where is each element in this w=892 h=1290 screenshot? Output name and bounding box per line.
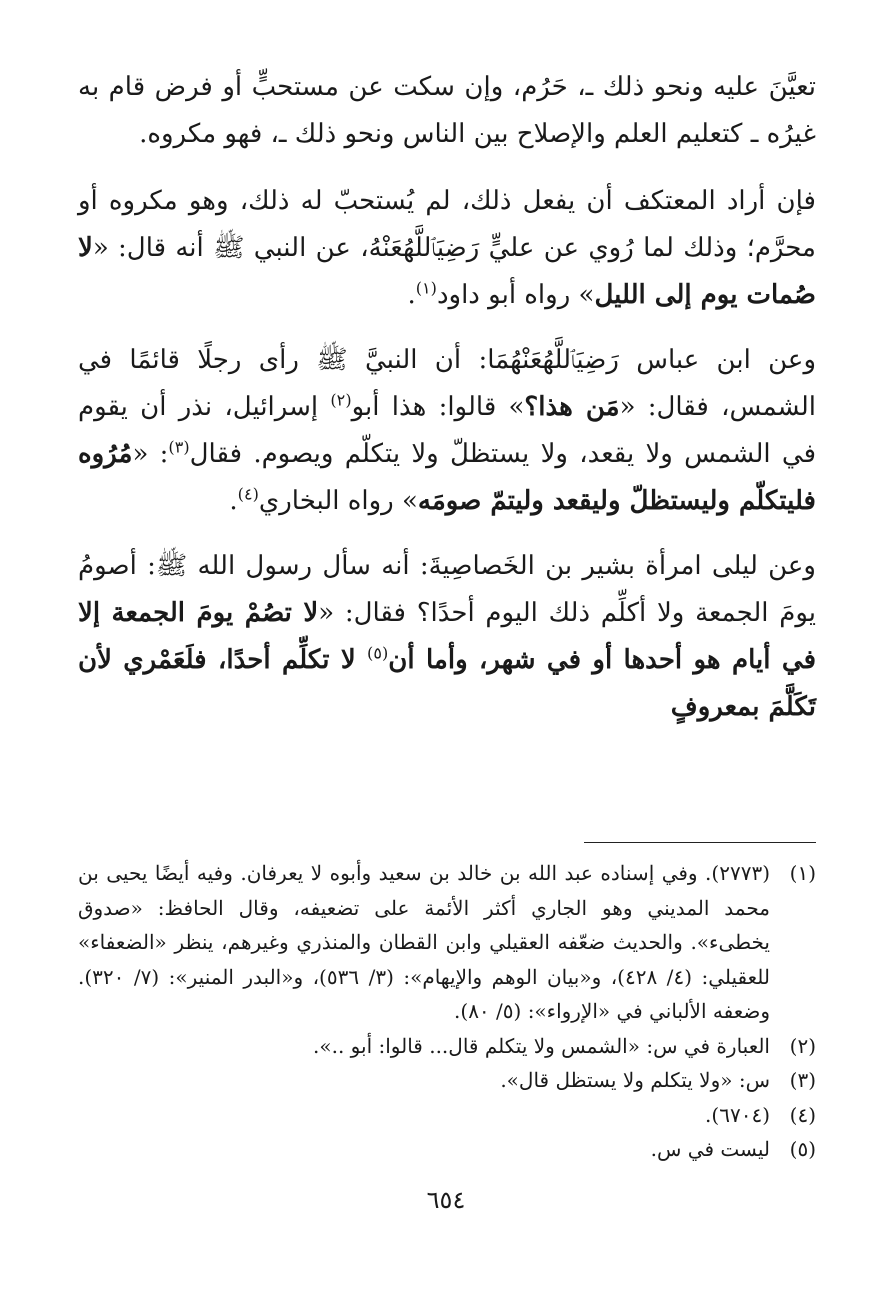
footnote-text: (٢٧٧٣). وفي إسناده عبد الله بن خالد بن سعيد وأبوه لا يعرفان. وفيه أيضًا يحيى بن محمد المديني وهو الجاري أكثر الأئمة على تضعيفه، وقال الحافظ: «صدوق يخطىء». والحديث ضعّفه العقيلي وابن القطان والمنذري وغيرهم، ينظر «الضعفاء» للعقيلي: (٤/ ٤٢٨)، و«بيان الوهم والإيهام»: (٣/ ٥٣٦)، و«البدر المنير»: (٧/ ٣٢٠). وضعفه الألباني في «الإرواء»: (٥/ ٨٠). xyxy=(78,861,771,1023)
footnote-ref-4[interactable]: (٤) xyxy=(237,484,259,504)
footnote-number: (١) xyxy=(789,861,816,885)
footnote-ref-2[interactable]: (٢) xyxy=(330,390,352,410)
footnote-text: ليست في س. xyxy=(650,1137,770,1161)
footnote-number: (٥) xyxy=(789,1137,816,1161)
page-number: ٦٥٤ xyxy=(426,1186,466,1214)
footnotes-section xyxy=(78,856,816,1167)
paragraph-1 xyxy=(78,64,816,158)
footnote-text: (٦٧٠٤). xyxy=(705,1102,770,1127)
paragraph-3-text-5: » رواه البخاري xyxy=(258,486,418,516)
hadith-text-bold: مُرُوه فليتكلّم وليستظلّ وليقعد وليتمّ صومَه xyxy=(78,439,816,516)
paragraph-4 xyxy=(78,543,816,731)
footnote-number: (٤) xyxy=(789,1102,816,1127)
paragraph-4-text-1: وعن ليلى امرأة بشير بن الخَصاصِيةَ: أنه سأل رسول الله ﷺ: أصومُ يومَ الجمعة ولا أكلِّم ذلك اليوم أحدًا؟ فقال: « xyxy=(78,551,816,628)
footnote-2 xyxy=(78,1029,816,1064)
page-body xyxy=(78,64,817,1161)
footnote-ref-3[interactable]: (٣) xyxy=(168,437,190,457)
paragraph-2-text-2: » رواه أبو داود xyxy=(436,280,595,310)
footnote-5 xyxy=(78,1132,816,1167)
paragraph-2 xyxy=(78,178,816,319)
footnote-1 xyxy=(78,856,816,1029)
footnote-text: العبارة في س: «الشمس ولا يتكلم قال... قالوا: أبو ..». xyxy=(313,1033,770,1058)
paragraph-3 xyxy=(78,337,816,525)
footnote-4 xyxy=(78,1098,816,1133)
paragraph-3-text-3: إسرائيل، نذر أن يقوم في الشمس ولا يقعد، ولا يستظلّ ولا يتكلّم ويصوم. فقال xyxy=(78,392,817,469)
paragraph-3-text-1: وعن ابن عباس رَضِيَٱللَّهُعَنْهُمَا: أن النبيَّ ﷺ رأى رجلًا قائمًا في الشمس، فقال: « xyxy=(78,345,817,422)
hadith-text-bold: لا تصُمْ يومَ الجمعة إلا في أيام هو أحدها أو في شهر، وأما أن xyxy=(78,598,816,675)
footnote-3 xyxy=(78,1063,816,1098)
footnote-ref-5[interactable]: (٥) xyxy=(367,643,389,663)
footnote-separator xyxy=(584,842,816,843)
hadith-text-bold: لا تكلِّم أحدًا، فلَعَمْري لأن تَكَلَّمَ بمعروفٍ xyxy=(78,645,816,722)
hadith-text-bold: لا صُمات يوم إلى الليل xyxy=(78,233,816,310)
paragraph-3-text-6: . xyxy=(229,486,238,516)
footnote-number: (٢) xyxy=(789,1033,816,1058)
footnote-ref-1[interactable]: (١) xyxy=(415,278,437,298)
footnote-text: س: «ولا يتكلم ولا يستظل قال». xyxy=(500,1068,770,1092)
paragraph-2-text-3: . xyxy=(407,280,416,310)
hadith-text-bold: مَن هذا؟ xyxy=(524,392,620,422)
paragraph-3-text-4: : « xyxy=(132,439,169,469)
footnote-number: (٣) xyxy=(789,1068,816,1092)
paragraph-3-text-2: » قالوا: هذا أبو xyxy=(351,392,525,422)
paragraph-1-text: تعيَّنَ عليه ونحو ذلك ـ، حَرُم، وإن سكت عن مستحبٍّ أو فرض قام به غيرُه ـ كتعليم العلم والإصلاح بين الناس ونحو ذلك ـ، فهو مكروه. xyxy=(78,72,816,149)
paragraph-2-text-1: فإن أراد المعتكف أن يفعل ذلك، لم يُستحبّ له ذلك، وهو مكروه أو محرَّم؛ وذلك لما رُوي عن عليٍّ رَضِيَٱللَّهُعَنْهُ، عن النبي ﷺ أنه قال: « xyxy=(78,186,816,263)
